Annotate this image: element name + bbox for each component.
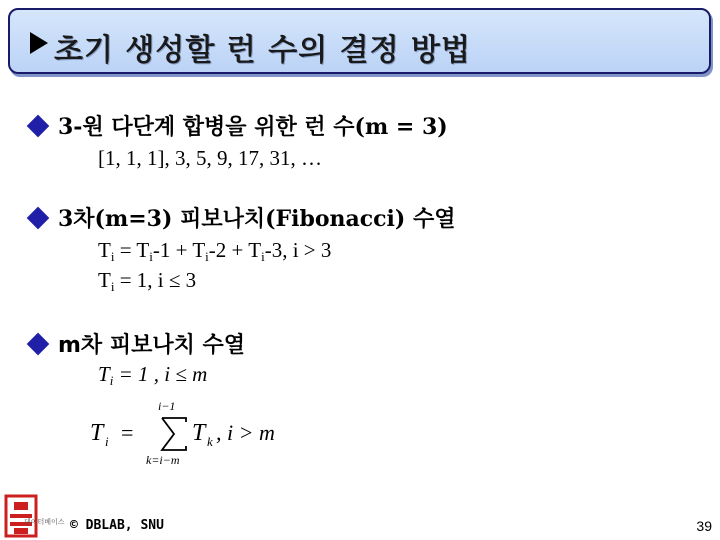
item1-heading [58, 110, 448, 141]
item1-prefix: 3-원 [58, 114, 112, 140]
item3-base-case: $T_i = 1$ , i ≤ m [98, 362, 208, 388]
formula-lhs-i: i [105, 434, 109, 449]
item2-suffix: (Fibonacci) 수열 [265, 206, 456, 232]
formula-lhs-T: T [90, 420, 104, 446]
item2-heading [58, 202, 456, 233]
copyright: © DBLAB, SNU [70, 518, 164, 533]
item1-suffix: (m = 3) [354, 114, 448, 140]
diamond-bullet-icon [27, 115, 50, 138]
item1-sequence: [1, 1, 1], 3, 5, 9, 17, 31, … [98, 146, 322, 170]
formula-term-k: k [207, 434, 213, 449]
diamond-bullet-icon [27, 207, 50, 230]
formula-lower-limit: k=i−m [146, 453, 180, 467]
formula-upper-limit: i−1 [158, 399, 176, 413]
formula-condition: , i > m [216, 420, 275, 445]
formula-equals: = [121, 420, 134, 445]
title-box [8, 8, 711, 74]
item3-heading [58, 328, 245, 359]
item2-korean: 피보나치 [180, 207, 266, 232]
sigma-icon [162, 418, 186, 450]
slide-title: 초기 생성할 런 수의 결정 방법 [54, 33, 471, 68]
item3-title: m차 피보나치 수열 [58, 333, 246, 358]
page-number: 39 [696, 518, 712, 534]
logo-text: 데이터베이스 [24, 518, 65, 526]
item1-korean: 다단계 합병을 위한 런 수 [111, 115, 355, 140]
item2-recurrence: $T_i = T_i-1 + T_i-2 + T_i-3$, i > 3 [98, 238, 332, 264]
item2-prefix: 3차(m=3) [58, 206, 181, 232]
dblab-logo [0, 492, 65, 540]
formula-term-T: T [192, 420, 206, 446]
diamond-bullet-icon [27, 333, 50, 356]
play-arrow-icon [30, 32, 48, 54]
item2-base-case: $T_i = 1$, i ≤ 3 [98, 268, 197, 294]
summation-formula [88, 396, 308, 468]
